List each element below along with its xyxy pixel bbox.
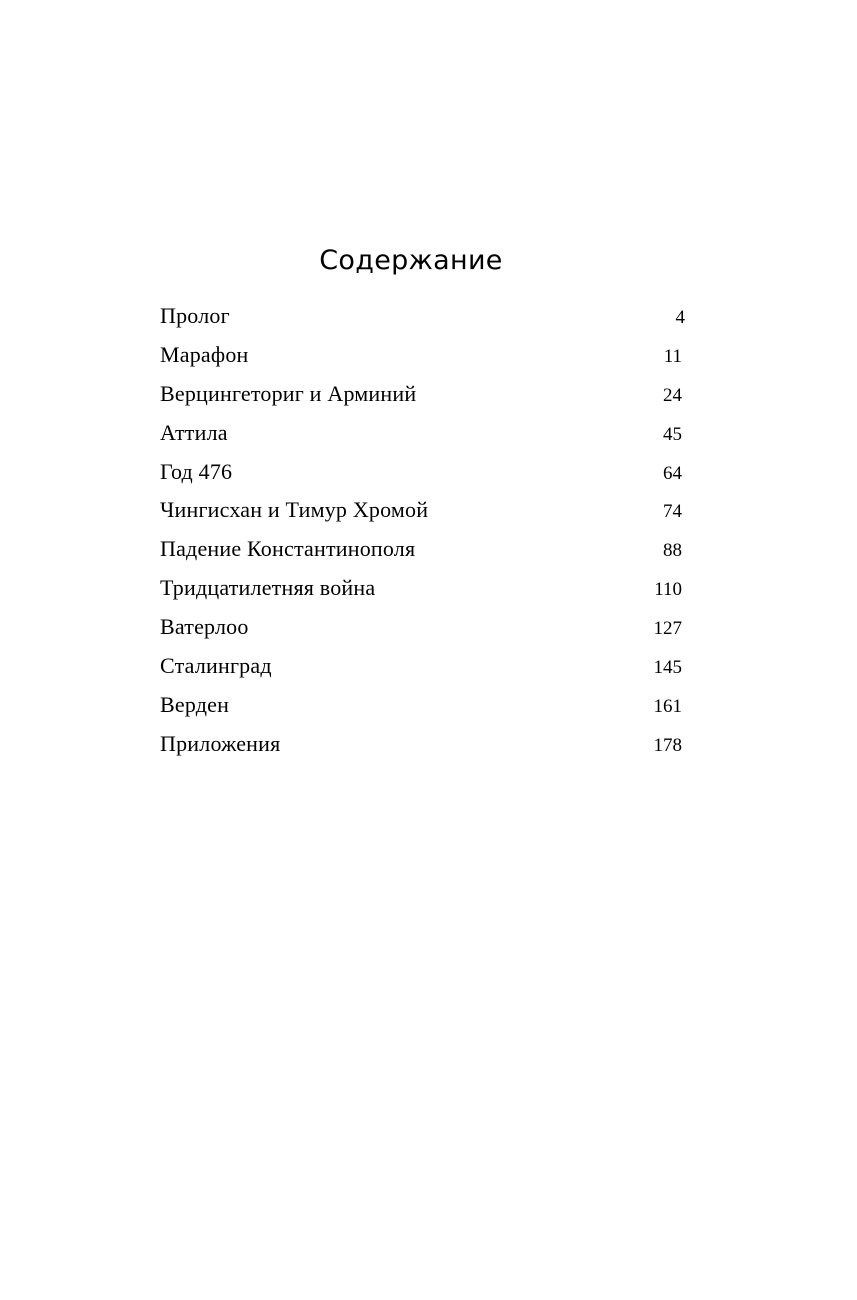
toc-title: Содержание	[319, 245, 503, 276]
toc-item-appendices	[160, 728, 687, 767]
toc-item-page: 11	[663, 345, 682, 367]
toc-item-page: 127	[653, 618, 682, 640]
toc-item-attila	[160, 417, 687, 456]
toc-item-page: 110	[654, 579, 682, 601]
toc-item-marathon	[160, 339, 687, 378]
toc-item-page: 145	[653, 657, 682, 679]
toc-item-label: Год 476	[160, 458, 233, 484]
toc-item-prolog	[160, 300, 687, 339]
toc-item-label: Приложения	[160, 730, 281, 756]
toc-item-page: 45	[663, 423, 682, 445]
toc-item-page: 4	[675, 307, 685, 328]
toc-item-label: Верцингеториг и Арминий	[160, 380, 417, 406]
toc-item-label: Верден	[160, 691, 230, 717]
toc-item-stalingrad	[160, 650, 687, 689]
toc-item-label: Чингисхан и Тимур Хромой	[160, 497, 429, 523]
toc-item-verdun	[160, 689, 687, 728]
toc-item-page: 178	[653, 734, 682, 756]
toc-item-page: 24	[663, 384, 682, 406]
toc-item-year-476	[160, 456, 687, 495]
toc-item-page: 74	[663, 501, 682, 523]
toc-item-label: Падение Константинополя	[160, 536, 416, 562]
toc-item-page: 161	[653, 695, 682, 717]
toc-item-page: 64	[663, 462, 682, 484]
table-of-contents	[160, 300, 687, 767]
toc-item-vercingetorix-arminius	[160, 378, 687, 417]
toc-item-waterloo	[160, 611, 687, 650]
toc-item-page: 88	[663, 540, 682, 562]
toc-item-genghis-timur	[160, 494, 687, 533]
toc-item-label: Ватерлоо	[160, 614, 249, 640]
toc-item-label: Аттила	[160, 419, 228, 445]
toc-item-label: Пролог	[160, 303, 230, 328]
toc-item-label: Тридцатилетняя война	[160, 575, 376, 601]
toc-item-fall-of-constantinople	[160, 533, 687, 572]
toc-item-thirty-years-war	[160, 572, 687, 611]
toc-item-label: Марафон	[160, 341, 249, 367]
toc-item-label: Сталинград	[160, 653, 272, 679]
